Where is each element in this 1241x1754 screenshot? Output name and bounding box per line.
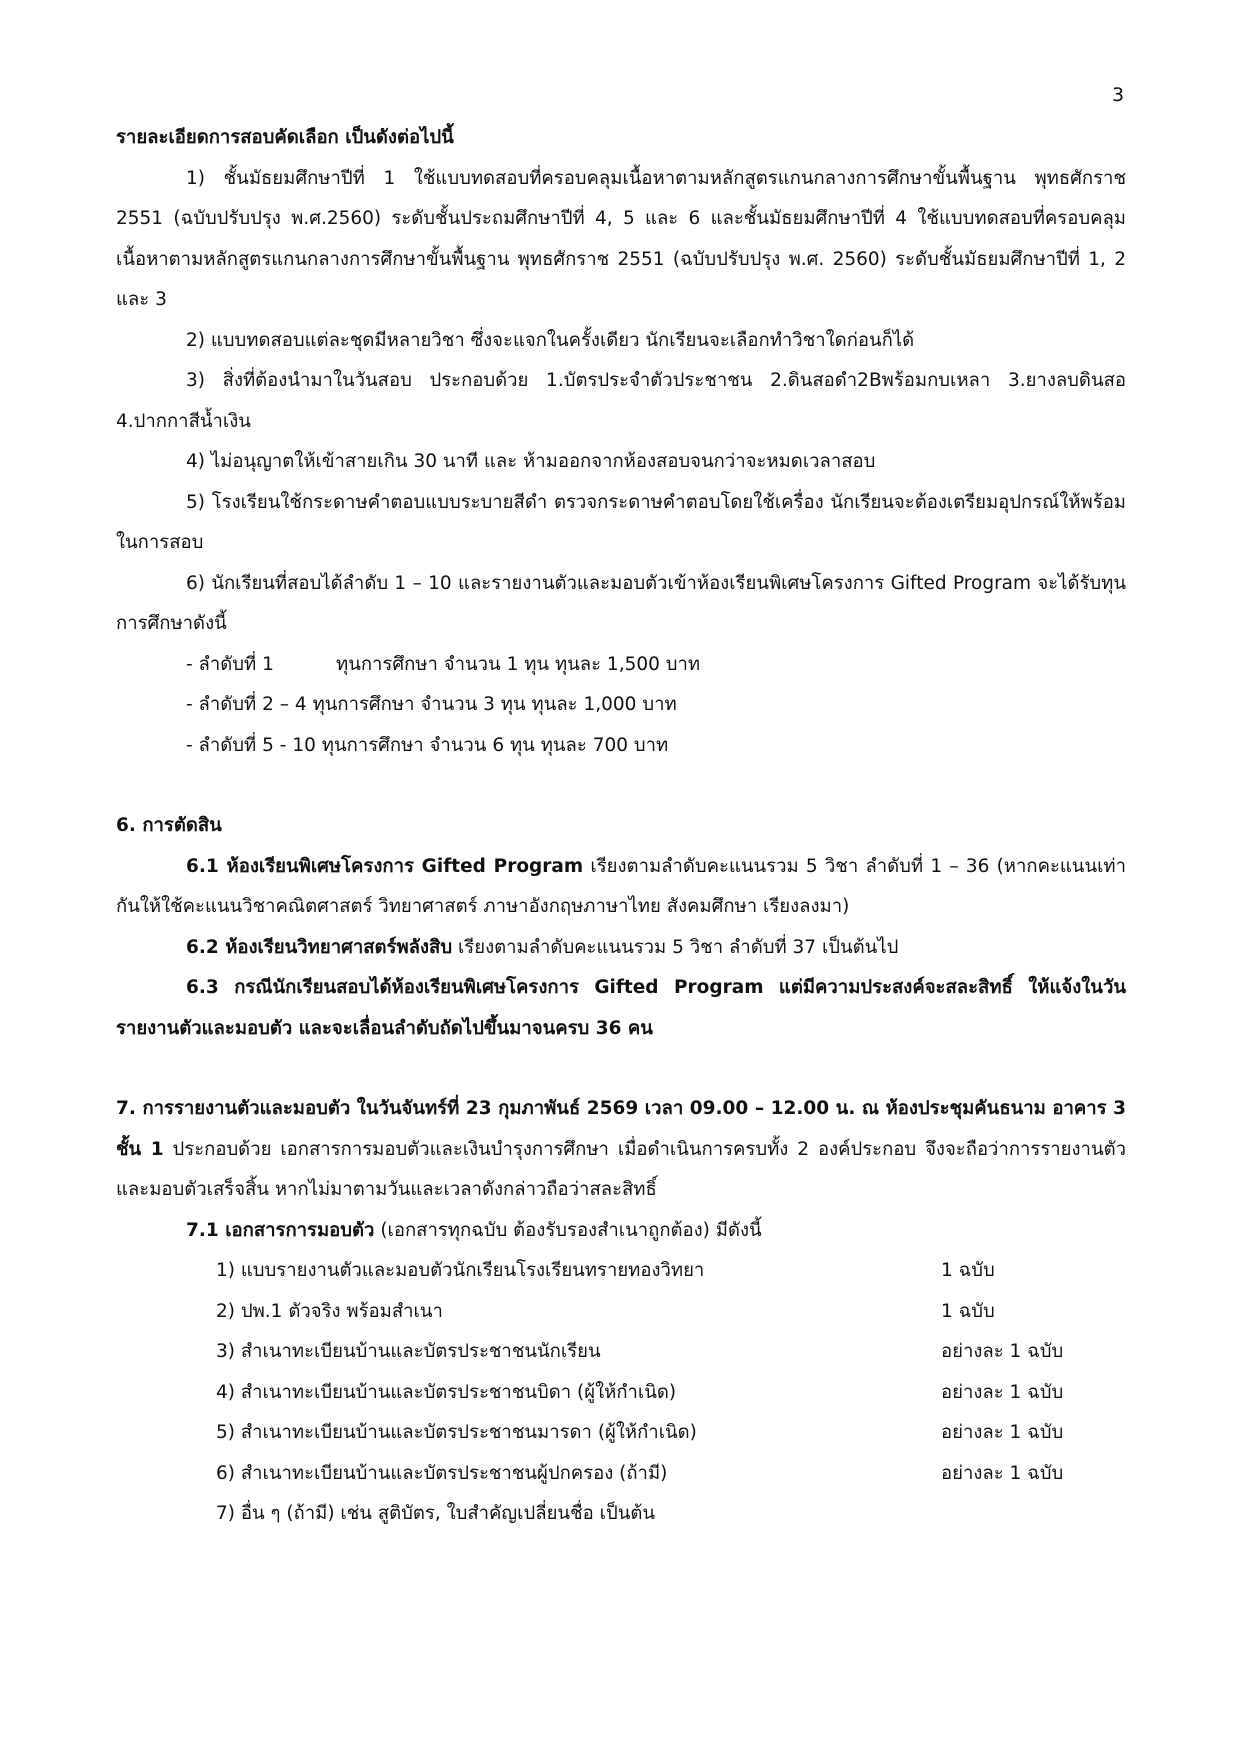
section7-title: 7. การรายงานตัวและมอบตัว ในวันจันทร์ที่ 23 กุมภาพันธ์ 2569 เวลา 09.00 – 12.00 น. ณ ห้องประชุมคันธนาม อาคาร 3 ชั้น 1 — [116, 1098, 1126, 1160]
exam-details-heading: รายละเอียดการสอบคัดเลือก เป็นดังต่อไปนี้ — [116, 127, 454, 148]
exam-item-5: 5) โรงเรียนใช้กระดาษคำตอบแบบระบายสีดำ ตรวจกระดาษคำตอบโดยใช้เครื่อง นักเรียนจะต้องเตรียมอุปกรณ์ให้พร้อมในการสอบ — [116, 491, 1126, 553]
section7-1-text: (เอกสารทุกฉบับ ต้องรับรองสำเนาถูกต้อง) มีดังนี้ — [374, 1219, 762, 1241]
document-name: 4) สำเนาทะเบียนบ้านและบัตรประชาชนบิดา (ผู้ให้กำเนิด) — [216, 1381, 677, 1403]
exam-item-1: 1) ชั้นมัธยมศึกษาปีที่ 1 ใช้แบบทดสอบที่ครอบคลุมเนื้อหาตามหลักสูตรแกนกลางการศึกษาขั้นพื้นฐาน พุทธศักราช 2551 (ฉบับปรับปรุง พ.ศ.2560) ระดับชั้นประถมศึกษาปีที่ 4, 5 และ 6 และชั้นมัธยมศึกษาปีที่ 4 ใช้แบบทดสอบที่ครอบคลุมเนื้อหาตามหลักสูตรแกนกลางการศึกษาขั้นพื้นฐาน พุทธศักราช 2551 (ฉบับปรับปรุง พ.ศ. 2560) ระดับชั้นมัธยมศึกษาปีที่ 1, 2 และ 3 — [116, 167, 1126, 310]
document-qty: 1 ฉบับ — [941, 1260, 995, 1281]
scholarship-row — [116, 726, 1126, 767]
document-item — [116, 1292, 1126, 1333]
document-name: 1) แบบรายงานตัวและมอบตัวนักเรียนโรงเรียนทรายทองวิทยา — [216, 1260, 705, 1281]
section7-heading — [116, 1089, 1126, 1211]
scholarship-detail: ทุนการศึกษา จำนวน 3 ทุน ทุนละ 1,000 บาท — [312, 694, 677, 715]
scholarship-row — [116, 645, 1126, 686]
scholarship-rank: - ลำดับที่ 2 – 4 — [186, 694, 307, 715]
document-item — [116, 1373, 1126, 1414]
document-body — [116, 118, 1126, 1535]
section7-1 — [116, 1211, 1126, 1252]
document-item — [116, 1413, 1126, 1454]
document-item — [116, 1251, 1126, 1292]
document-qty: อย่างละ 1 ฉบับ — [941, 1462, 1064, 1484]
exam-item-3: 3) สิ่งที่ต้องนำมาในวันสอบ ประกอบด้วย 1.บัตรประจำตัวประชาชน 2.ดินสอดำ2Bพร้อมกบเหลา 3.ยางลบดินสอ 4.ปากกาสีน้ำเงิน — [116, 370, 1126, 432]
section6-heading: 6. การตัดสิน — [116, 815, 222, 836]
document-qty: อย่างละ 1 ฉบับ — [941, 1381, 1064, 1403]
section6-1-title: 6.1 ห้องเรียนพิเศษโครงการ Gifted Program — [186, 855, 584, 877]
scholarship-detail: ทุนการศึกษา จำนวน 6 ทุน ทุนละ 700 บาท — [321, 734, 669, 756]
section6-1-text: เรียงตามลำดับคะแนนรวม 5 วิชา ลำดับที่ 1 – 36 (หากคะแนนเท่ากันให้ใช้คะแนนวิชาคณิตศาสตร์ วิทยาศาสตร์ ภาษาอังกฤษภาษาไทย สังคมศึกษา เรียงลงมา) — [116, 855, 1127, 917]
document-name: 3) สำเนาทะเบียนบ้านและบัตรประชาชนนักเรียน — [216, 1341, 601, 1362]
document-item — [116, 1494, 1126, 1535]
page-number: 3 — [1112, 84, 1125, 106]
section6-2-title: 6.2 ห้องเรียนวิทยาศาสตร์พลังสิบ — [186, 936, 453, 958]
exam-item-4: 4) ไม่อนุญาตให้เข้าสายเกิน 30 นาที และ ห้ามออกจากห้องสอบจนกว่าจะหมดเวลาสอบ — [186, 451, 876, 472]
document-qty: อย่างละ 1 ฉบับ — [941, 1341, 1064, 1362]
scholarship-rank: - ลำดับที่ 5 - 10 — [186, 734, 316, 756]
section6-1 — [116, 847, 1126, 928]
section6-2-text: เรียงตามลำดับคะแนนรวม 5 วิชา ลำดับที่ 37 เป็นต้นไป — [452, 936, 899, 958]
document-name: 2) ปพ.1 ตัวจริง พร้อมสำเนา — [216, 1300, 443, 1322]
scholarship-detail: ทุนการศึกษา จำนวน 1 ทุน ทุนละ 1,500 บาท — [336, 653, 701, 675]
scholarship-row — [116, 685, 1126, 726]
section7-1-title: 7.1 เอกสารการมอบตัว — [186, 1219, 375, 1241]
document-item — [116, 1332, 1126, 1373]
document-item — [116, 1454, 1126, 1495]
section7-text: ประกอบด้วย เอกสารการมอบตัวและเงินบำรุงการศึกษา เมื่อดำเนินการครบทั้ง 2 องค์ประกอบ จึงจะถือว่าการรายงานตัวและมอบตัวเสร็จสิ้น หากไม่มาตามวันและเวลาดังกล่าวถือว่าสละสิทธิ์ — [116, 1138, 1126, 1200]
document-qty: 1 ฉบับ — [941, 1300, 995, 1322]
exam-item-6: 6) นักเรียนที่สอบได้ลำดับ 1 – 10 และรายงานตัวและมอบตัวเข้าห้องเรียนพิเศษโครงการ Gifted Program จะได้รับทุนการศึกษาดังนี้ — [116, 572, 1126, 634]
scholarship-rank: - ลำดับที่ 1 — [186, 653, 274, 675]
exam-item-2: 2) แบบทดสอบแต่ละชุดมีหลายวิชา ซึ่งจะแจกในครั้งเดียว นักเรียนจะเลือกทำวิชาใดก่อนก็ได้ — [186, 329, 915, 351]
section6-3: 6.3 กรณีนักเรียนสอบได้ห้องเรียนพิเศษโครงการ Gifted Program แต่มีความประสงค์จะสละสิทธิ์ ให้แจ้งในวันรายงานตัวและมอบตัว และจะเลื่อนลำดับถัดไปขึ้นมาจนครบ 36 คน — [116, 977, 1126, 1039]
document-qty: อย่างละ 1 ฉบับ — [941, 1422, 1064, 1443]
section6-2 — [116, 928, 1126, 969]
document-name: 7) อื่น ๆ (ถ้ามี) เช่น สูติบัตร, ใบสำคัญเปลี่ยนชื่อ เป็นต้น — [216, 1503, 655, 1524]
document-name: 5) สำเนาทะเบียนบ้านและบัตรประชาชนมารดา (ผู้ให้กำเนิด) — [216, 1422, 697, 1443]
document-name: 6) สำเนาทะเบียนบ้านและบัตรประชาชนผู้ปกครอง (ถ้ามี) — [216, 1462, 668, 1484]
